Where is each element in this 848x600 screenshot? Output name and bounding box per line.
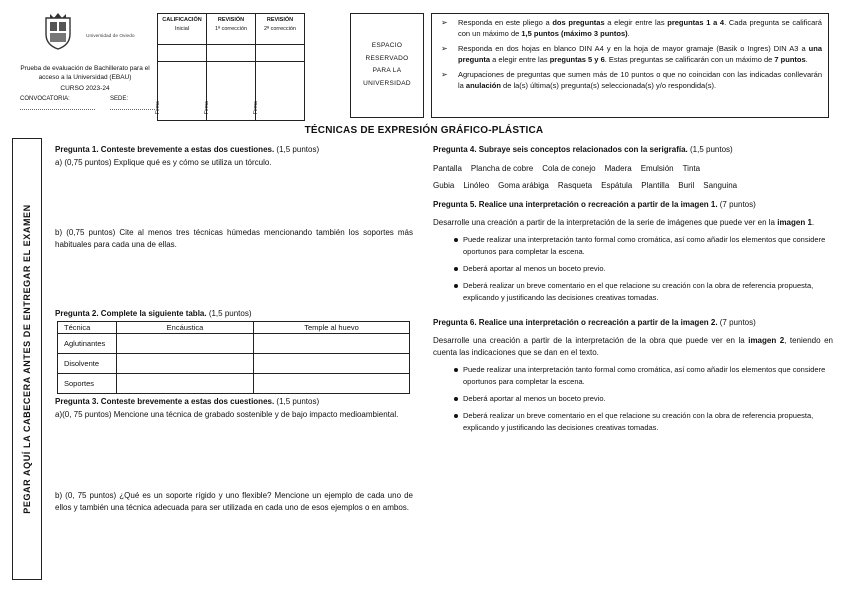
table-row-label: Aglutinantes <box>58 334 117 354</box>
question-3b: b) (0, 75 puntos) ¿Qué es un soporte rígido y uno flexible? Mencione un ejemplo de cada uno de ellos y también una técnica adecuada para ser utilizada en cada uno de esos ejemplos o en ambos. <box>55 491 413 512</box>
question-5 <box>433 199 833 309</box>
question-6 <box>433 317 833 439</box>
concept-word[interactable]: Sanguina <box>703 181 738 190</box>
table-answer-cell[interactable] <box>254 334 410 354</box>
answer-area-3a[interactable] <box>55 424 413 484</box>
concept-word[interactable]: Espátula <box>601 181 633 190</box>
question-5-bullets <box>433 234 833 304</box>
table-row-label: Soportes <box>58 374 117 394</box>
table-answer-cell[interactable] <box>117 334 254 354</box>
table-header: Técnica <box>58 322 117 334</box>
table-header: Temple al huevo <box>254 322 410 334</box>
list-item: Deberá aportar al menos un boceto previo. <box>433 393 833 405</box>
reserved-line: RESERVADO <box>365 54 409 62</box>
strip-label: PEGAR AQUÍ LA CABECERA ANTES DE ENTREGAR EL EXAMEN <box>22 204 32 514</box>
list-item: Deberá realizar un breve comentario en el que relacione su creación con la obra de referencia propuesta, explicando y justificando las decisiones creativas tomadas. <box>433 280 833 304</box>
table-answer-cell[interactable] <box>117 374 254 394</box>
reserved-box <box>350 13 424 118</box>
question-2-points: (1,5 puntos) <box>206 309 252 318</box>
question-6-title: Pregunta 6. Realice una interpretación o recreación a partir de la imagen 2. <box>433 318 718 327</box>
firma-label: Firma <box>204 101 210 114</box>
concept-word[interactable]: Madera <box>604 164 632 173</box>
university-logo <box>40 12 160 52</box>
list-item: Deberá realizar un breve comentario en el que relacione su creación con la obra de referencia propuesta, explicando y justificando las decisiones creativas tomadas. <box>433 410 833 434</box>
reserved-line: UNIVERSIDAD <box>363 79 411 87</box>
instruction-item: ➢ Agrupaciones de preguntas que sumen más de 10 puntos o que no coincidan con las indicadas conllevarán la anulación de la(s) última(s) pregunta(s) seleccionada(s) y/o respondida(s). <box>438 69 822 91</box>
question-5-points: (7 puntos) <box>717 200 756 209</box>
signature-cell[interactable] <box>155 62 207 121</box>
convocatoria-label: CONVOCATORIA: <box>20 96 70 102</box>
answer-area-1a[interactable] <box>55 172 413 222</box>
firma-label: Firma <box>253 101 259 114</box>
serigraphy-words-row-1 <box>433 163 833 175</box>
concept-word[interactable]: Plancha de cobre <box>470 164 534 173</box>
question-2-title: Pregunta 2. Complete la siguiente tabla. <box>55 309 207 318</box>
grade-col-header: CALIFICACIÓN Inicial <box>158 14 207 45</box>
grade-score-cell[interactable] <box>256 45 305 62</box>
answer-area-3b[interactable] <box>55 516 413 576</box>
instruction-item: ➢ Responda en este pliego a dos preguntas a elegir entre las preguntas 1 a 4. Cada pregunta se calificará con un máximo de 1,5 puntos (máximo 3 puntos). <box>438 17 822 39</box>
table-answer-cell[interactable] <box>117 354 254 374</box>
concept-word[interactable]: Tinta <box>682 164 701 173</box>
grade-score-cell[interactable] <box>158 45 207 62</box>
grade-col-header: REVISIÓN 2ª corrección <box>256 14 305 45</box>
concept-word[interactable]: Cola de conejo <box>542 164 596 173</box>
firma-label: Firma <box>155 101 161 114</box>
question-3a: a)(0, 75 puntos) Mencione una técnica de grabado sostenible y de bajo impacto medioambiental. <box>55 410 399 419</box>
instruction-item: ➢ Responda en dos hojas en blanco DIN A4 y en la hoja de mayor gramaje (Basik o Ingres) DIN A3 a una pregunta a elegir entre las preguntas 5 y 6. Estas preguntas se calificarán con un máximo de 7 puntos. <box>438 43 822 65</box>
signature-cell[interactable] <box>253 62 305 121</box>
question-5-intro: Desarrolle una creación a partir de la interpretación de la serie de imágenes que puede ver en la imagen 1. <box>433 218 815 227</box>
grading-table <box>157 13 305 121</box>
concept-word[interactable]: Linóleo <box>463 181 490 190</box>
university-name: Universidad de Oviedo <box>86 34 135 39</box>
answer-area-1b[interactable] <box>55 252 413 304</box>
sede-field[interactable] <box>110 109 155 110</box>
convocatoria-field[interactable] <box>20 109 95 110</box>
reserved-line: ESPACIO <box>371 42 403 49</box>
serigraphy-words-row-2 <box>433 180 833 192</box>
question-1 <box>55 144 415 169</box>
question-6-points: (7 puntos) <box>717 318 756 327</box>
list-item: Puede realizar una interpretación tanto formal como cromática, así como añadir los elementos que considere oportunos para completar la escena. <box>433 364 833 388</box>
signature-cell[interactable] <box>204 62 256 121</box>
reserved-line: PARA LA <box>372 67 402 74</box>
question-6-bullets <box>433 364 833 434</box>
course-label: CURSO 2023-24 <box>60 85 110 92</box>
question-1-title: Pregunta 1. Conteste brevemente a estas dos cuestiones. <box>55 145 275 154</box>
question-3-points: (1,5 puntos) <box>274 397 320 406</box>
concept-word[interactable]: Emulsión <box>640 164 674 173</box>
exam-title: TÉCNICAS DE EXPRESIÓN GRÁFICO-PLÁSTICA <box>304 125 544 136</box>
exam-info-text: Prueba de evaluación de Bachillerato para el acceso a la Universidad (EBAU) <box>20 65 150 81</box>
grade-col-header: REVISIÓN 1ª corrección <box>207 14 256 45</box>
techniques-table <box>57 321 410 394</box>
concept-word[interactable]: Gubia <box>433 181 455 190</box>
question-4-title: Pregunta 4. Subraye seis conceptos relacionados con la serigrafía. <box>433 145 688 154</box>
concept-word[interactable]: Pantalla <box>433 164 462 173</box>
question-2 <box>55 308 415 320</box>
question-4 <box>433 144 833 156</box>
concept-word[interactable]: Buril <box>678 181 695 190</box>
table-answer-cell[interactable] <box>254 354 410 374</box>
exam-info <box>10 65 160 94</box>
grade-score-cell[interactable] <box>207 45 256 62</box>
concept-word[interactable]: Plantilla <box>641 181 670 190</box>
table-answer-cell[interactable] <box>254 374 410 394</box>
question-1-points: (1,5 puntos) <box>274 145 320 154</box>
question-6-intro: Desarrolle una creación a partir de la interpretación de la obra que puede ver en la imagen 2, teniendo en cuenta las indicaciones que se dan en el texto. <box>433 336 833 357</box>
table-row-label: Disolvente <box>58 354 117 374</box>
question-1b: b) (0,75 puntos) Cite al menos tres técnicas húmedas mencionando también los soportes más habituales para cada una de ellas. <box>55 228 413 249</box>
concept-word[interactable]: Goma arábiga <box>498 181 549 190</box>
question-4-points: (1,5 puntos) <box>687 145 733 154</box>
concept-word[interactable]: Rasqueta <box>557 181 593 190</box>
sede-label: SEDE: <box>110 96 129 102</box>
question-5-title: Pregunta 5. Realice una interpretación o recreación a partir de la imagen 1. <box>433 200 718 209</box>
question-3 <box>55 396 415 421</box>
table-header: Encáustica <box>117 322 254 334</box>
instructions-box <box>431 13 829 118</box>
question-3-title: Pregunta 3. Conteste brevemente a estas dos cuestiones. <box>55 397 275 406</box>
list-item: Puede realizar una interpretación tanto formal como cromática, así como añadir los elementos que considere oportunos para completar la escena. <box>433 234 833 258</box>
header-paste-area <box>12 138 42 580</box>
list-item: Deberá aportar al menos un boceto previo. <box>433 263 833 275</box>
question-1a: a) (0,75 puntos) Explique qué es y cómo se utiliza un tórculo. <box>55 158 272 167</box>
crest-icon <box>40 12 76 50</box>
